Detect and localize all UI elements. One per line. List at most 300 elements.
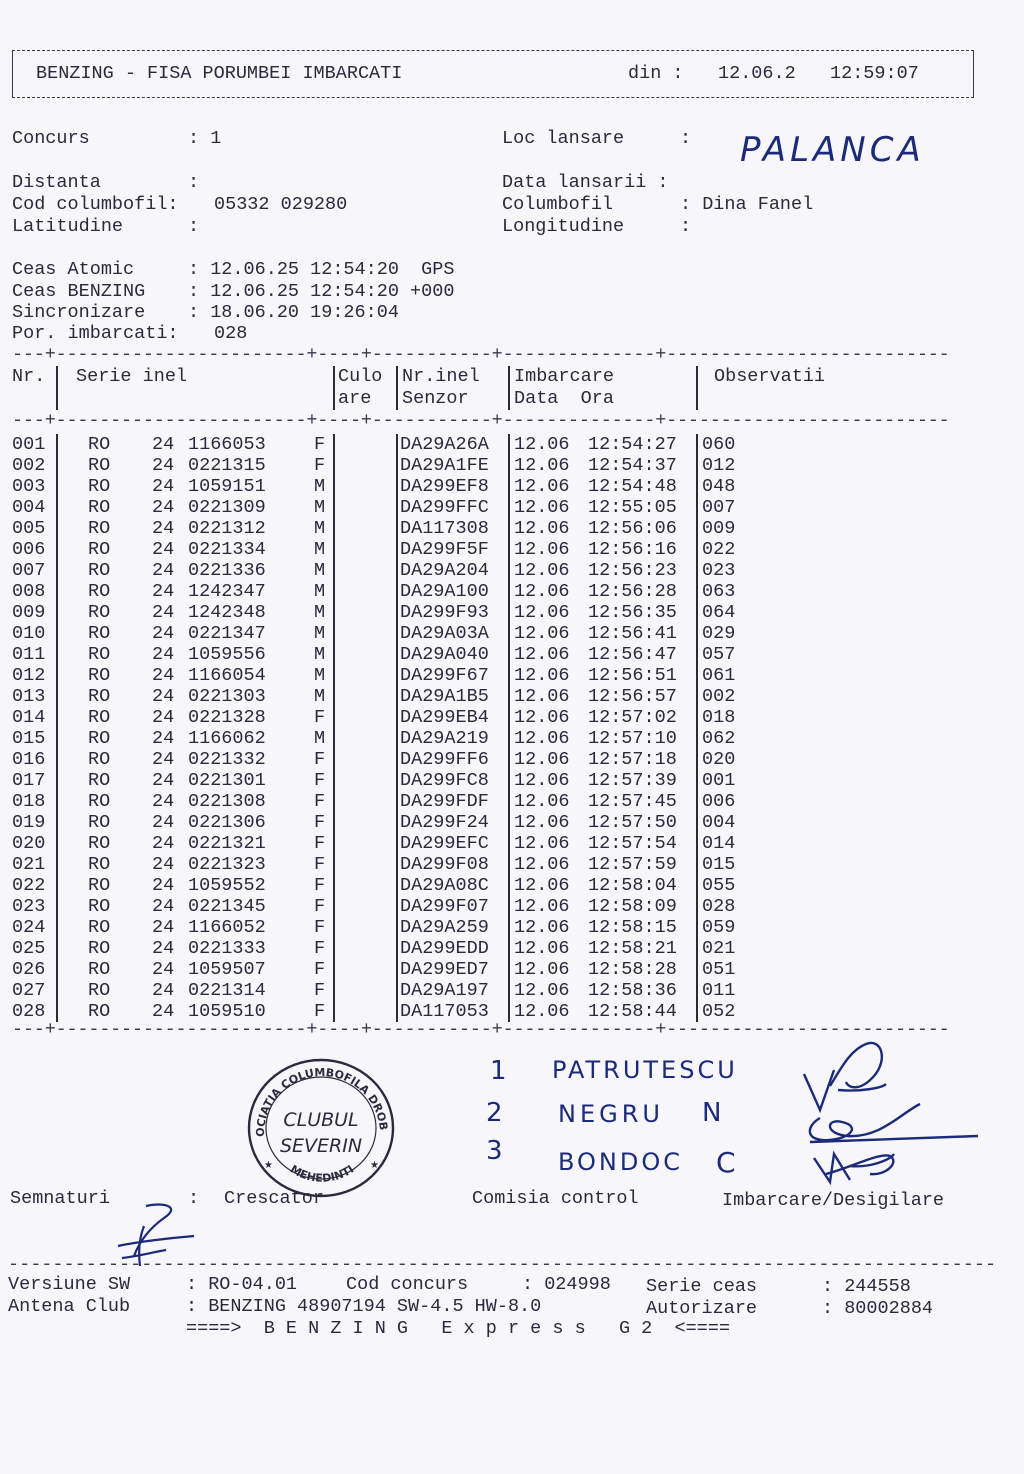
cell-senzor: DA117053 [400, 1001, 489, 1022]
cell-tara: RO [88, 728, 111, 749]
commission-signatures [790, 1030, 980, 1200]
cell-inel: 0221309 [188, 497, 266, 518]
col-header-observatii: Observatii [714, 366, 826, 387]
table-row [10, 434, 990, 455]
cod-columbofil-value: 05332 029280 [214, 194, 348, 215]
header-divider-1 [56, 366, 58, 410]
concurs-value: : 1 [188, 128, 222, 149]
table-row [10, 854, 990, 875]
table-row [10, 581, 990, 602]
cell-an: 24 [152, 833, 175, 854]
cell-nr: 019 [12, 812, 46, 833]
commission-number-2: 2 [486, 1098, 503, 1128]
latitudine-sep: : [188, 216, 200, 237]
semnaturi-label: Semnaturi [10, 1188, 110, 1209]
cell-inel: 1242347 [188, 581, 266, 602]
cell-senzor: DA29A1FE [400, 455, 489, 476]
cell-sex: M [314, 644, 326, 665]
cell-an: 24 [152, 980, 175, 1001]
cell-senzor: DA29A219 [400, 728, 489, 749]
column-divider-2 [333, 434, 335, 1022]
columbofil-label: Columbofil [502, 194, 614, 215]
header-bottom-rule [12, 97, 974, 98]
cell-sex: F [314, 938, 326, 959]
cell-sex: F [314, 791, 326, 812]
table-row [10, 686, 990, 707]
cell-inel: 1166062 [188, 728, 266, 749]
commission-number-1: 1 [490, 1056, 507, 1086]
col-header-culoare-1: Culo [338, 366, 383, 387]
table-row [10, 455, 990, 476]
header-divider-4 [508, 366, 510, 410]
cell-inel: 0221303 [188, 686, 266, 707]
longitudine-sep: : [680, 216, 692, 237]
cell-inel: 1242348 [188, 602, 266, 623]
cell-senzor: DA29A197 [400, 980, 489, 1001]
cell-tara: RO [88, 518, 111, 539]
data-lansarii-label: Data lansarii : [502, 172, 669, 193]
cell-nr: 020 [12, 833, 46, 854]
cell-inel: 0221328 [188, 707, 266, 728]
cell-nr: 006 [12, 539, 46, 560]
stamp-star-right: ★ [370, 1160, 379, 1171]
cell-sex: M [314, 581, 326, 602]
commission-initial-2: N [702, 1098, 722, 1128]
cell-data: 12.06 [514, 560, 570, 581]
table-row [10, 791, 990, 812]
cell-tara: RO [88, 959, 111, 980]
versiune-sw-label: Versiune SW [8, 1274, 131, 1295]
cell-an: 24 [152, 707, 175, 728]
header-right-edge [973, 50, 974, 98]
cell-an: 24 [152, 455, 175, 476]
cell-data: 12.06 [514, 770, 570, 791]
column-divider-3 [396, 434, 398, 1022]
cell-senzor: DA29A259 [400, 917, 489, 938]
stamp-bottom-text: MEHEDINTI [287, 1162, 357, 1185]
cell-tara: RO [88, 1001, 111, 1022]
cell-obs: 062 [702, 728, 736, 749]
cell-data: 12.06 [514, 1001, 570, 1022]
table-header-rule: ---+-----------------------+----+-----------+--------------+-------------------------- [12, 410, 950, 431]
cod-concurs-value: : 024998 [522, 1274, 611, 1295]
signature-2 [810, 1104, 978, 1142]
cell-an: 24 [152, 476, 175, 497]
cell-sex: F [314, 854, 326, 875]
cell-sex: M [314, 539, 326, 560]
cell-data: 12.06 [514, 707, 570, 728]
stamp-top-text: OCIATIA COLUMBOFILA DROB [253, 1065, 390, 1137]
cell-data: 12.06 [514, 581, 570, 602]
table-row [10, 476, 990, 497]
cell-ora: 12:57:39 [588, 770, 677, 791]
cod-concurs-label: Cod concurs [346, 1274, 469, 1295]
stamp-star-left: ★ [264, 1160, 273, 1171]
header-divider-3 [396, 366, 398, 410]
cell-senzor: DA299ED7 [400, 959, 489, 980]
cell-sex: F [314, 770, 326, 791]
cell-senzor: DA299EFC [400, 833, 489, 854]
cell-senzor: DA299F08 [400, 854, 489, 875]
cell-tara: RO [88, 770, 111, 791]
table-top-rule: ---+-----------------------+----+-----------+--------------+-------------------------- [12, 344, 950, 365]
cell-data: 12.06 [514, 938, 570, 959]
cell-an: 24 [152, 791, 175, 812]
cell-sex: M [314, 560, 326, 581]
cell-obs: 051 [702, 959, 736, 980]
table-row [10, 896, 990, 917]
cell-inel: 1059556 [188, 644, 266, 665]
cell-data: 12.06 [514, 875, 570, 896]
cell-tara: RO [88, 938, 111, 959]
cell-nr: 003 [12, 476, 46, 497]
commission-name-2: NEGRU [558, 1100, 664, 1128]
cell-ora: 12:58:04 [588, 875, 677, 896]
cell-nr: 009 [12, 602, 46, 623]
col-header-imbarcare-1: Imbarcare [514, 366, 614, 387]
cell-ora: 12:57:10 [588, 728, 677, 749]
col-header-nr: Nr. [12, 366, 46, 387]
cell-senzor: DA29A204 [400, 560, 489, 581]
cell-inel: 1166052 [188, 917, 266, 938]
cell-data: 12.06 [514, 833, 570, 854]
col-header-nr-inel-1: Nr.inel [402, 366, 480, 387]
cell-ora: 12:56:51 [588, 665, 677, 686]
table-row [10, 539, 990, 560]
header-divider-2 [333, 366, 335, 410]
cell-nr: 014 [12, 707, 46, 728]
cell-inel: 1059151 [188, 476, 266, 497]
cell-inel: 0221321 [188, 833, 266, 854]
table-row [10, 665, 990, 686]
longitudine-label: Longitudine [502, 216, 625, 237]
cell-an: 24 [152, 581, 175, 602]
sincronizare-label: Sincronizare [12, 302, 146, 323]
cell-obs: 018 [702, 707, 736, 728]
cell-tara: RO [88, 896, 111, 917]
cell-sex: M [314, 476, 326, 497]
header-box [12, 50, 974, 100]
cell-obs: 014 [702, 833, 736, 854]
cell-senzor: DA299F93 [400, 602, 489, 623]
cell-ora: 12:57:54 [588, 833, 677, 854]
cell-inel: 1059552 [188, 875, 266, 896]
commission-initial-3: C [716, 1146, 736, 1179]
cell-sex: M [314, 728, 326, 749]
cell-tara: RO [88, 812, 111, 833]
cell-data: 12.06 [514, 455, 570, 476]
cell-data: 12.06 [514, 980, 570, 1001]
cell-obs: 002 [702, 686, 736, 707]
cell-tara: RO [88, 476, 111, 497]
ceas-atomic-label: Ceas Atomic [12, 259, 135, 280]
table-row [10, 980, 990, 1001]
autorizare-label: Autorizare [646, 1298, 758, 1319]
cell-obs: 009 [702, 518, 736, 539]
cell-obs: 048 [702, 476, 736, 497]
cell-senzor: DA29A100 [400, 581, 489, 602]
cell-sex: F [314, 959, 326, 980]
header-divider-5 [696, 366, 698, 410]
cell-senzor: DA117308 [400, 518, 489, 539]
cell-nr: 007 [12, 560, 46, 581]
cell-tara: RO [88, 434, 111, 455]
cell-tara: RO [88, 539, 111, 560]
cell-senzor: DA299EDD [400, 938, 489, 959]
cell-ora: 12:55:05 [588, 497, 677, 518]
cell-tara: RO [88, 749, 111, 770]
cell-obs: 064 [702, 602, 736, 623]
cell-sex: F [314, 896, 326, 917]
cell-tara: RO [88, 623, 111, 644]
table-row [10, 602, 990, 623]
cell-senzor: DA299F67 [400, 665, 489, 686]
antena-club-value: : BENZING 48907194 SW-4.5 HW-8.0 [186, 1296, 542, 1317]
cell-senzor: DA299F5F [400, 539, 489, 560]
cell-obs: 059 [702, 917, 736, 938]
table-row [10, 707, 990, 728]
cell-data: 12.06 [514, 686, 570, 707]
cell-an: 24 [152, 959, 175, 980]
cell-tara: RO [88, 980, 111, 1001]
cell-obs: 006 [702, 791, 736, 812]
cell-obs: 001 [702, 770, 736, 791]
semnaturi-sep: : [188, 1188, 200, 1209]
din-label: din : [628, 63, 684, 84]
table-row [10, 728, 990, 749]
cell-sex: M [314, 686, 326, 707]
header-time: 12:59:07 [830, 63, 919, 84]
cell-ora: 12:57:18 [588, 749, 677, 770]
cell-an: 24 [152, 665, 175, 686]
cell-nr: 021 [12, 854, 46, 875]
table-row [10, 938, 990, 959]
cell-ora: 12:58:28 [588, 959, 677, 980]
cell-data: 12.06 [514, 665, 570, 686]
cell-sex: F [314, 1001, 326, 1022]
cell-ora: 12:56:06 [588, 518, 677, 539]
cell-inel: 1059507 [188, 959, 266, 980]
cell-senzor: DA29A03A [400, 623, 489, 644]
stamp-graphic [246, 1056, 396, 1198]
cell-senzor: DA299F24 [400, 812, 489, 833]
distanta-label: Distanta [12, 172, 101, 193]
cell-nr: 012 [12, 665, 46, 686]
cell-nr: 008 [12, 581, 46, 602]
cell-obs: 023 [702, 560, 736, 581]
cell-sex: F [314, 917, 326, 938]
cell-ora: 12:56:57 [588, 686, 677, 707]
cell-sex: M [314, 497, 326, 518]
cell-obs: 055 [702, 875, 736, 896]
cell-tara: RO [88, 854, 111, 875]
cell-an: 24 [152, 728, 175, 749]
cell-obs: 020 [702, 749, 736, 770]
table-row [10, 644, 990, 665]
cell-ora: 12:57:50 [588, 812, 677, 833]
cell-inel: 0221314 [188, 980, 266, 1001]
cell-data: 12.06 [514, 854, 570, 875]
column-divider-1 [56, 434, 58, 1022]
col-header-nr-inel-2: Senzor [402, 388, 469, 409]
cell-inel: 0221312 [188, 518, 266, 539]
cell-senzor: DA299FC8 [400, 770, 489, 791]
commission-name-1: PATRUTESCU [552, 1056, 738, 1084]
cell-tara: RO [88, 833, 111, 854]
cell-nr: 016 [12, 749, 46, 770]
cell-ora: 12:58:21 [588, 938, 677, 959]
distanta-sep: : [188, 172, 200, 193]
signature-3 [814, 1154, 894, 1182]
cell-data: 12.06 [514, 791, 570, 812]
antena-club-label: Antena Club [8, 1296, 131, 1317]
cell-senzor: DA299F07 [400, 896, 489, 917]
header-top-rule [12, 50, 974, 51]
cell-sex: F [314, 833, 326, 854]
cell-ora: 12:58:09 [588, 896, 677, 917]
loc-lansare-sep: : [680, 128, 692, 149]
cell-obs: 011 [702, 980, 736, 1001]
ceas-benzing-value: : 12.06.25 12:54:20 +000 [188, 281, 455, 302]
table-row [10, 518, 990, 539]
serie-ceas-label: Serie ceas [646, 1276, 758, 1297]
cell-ora: 12:58:44 [588, 1001, 677, 1022]
cell-inel: 1059510 [188, 1001, 266, 1022]
cell-nr: 022 [12, 875, 46, 896]
cell-sex: M [314, 518, 326, 539]
cell-an: 24 [152, 812, 175, 833]
table-row [10, 959, 990, 980]
cell-ora: 12:54:27 [588, 434, 677, 455]
cell-data: 12.06 [514, 623, 570, 644]
cell-senzor: DA29A26A [400, 434, 489, 455]
cell-obs: 061 [702, 665, 736, 686]
table-row [10, 812, 990, 833]
cell-inel: 0221315 [188, 455, 266, 476]
cell-inel: 0221301 [188, 770, 266, 791]
cell-nr: 024 [12, 917, 46, 938]
cell-an: 24 [152, 896, 175, 917]
ceas-atomic-value: : 12.06.25 12:54:20 GPS [188, 259, 455, 280]
signature-1 [804, 1043, 886, 1110]
cell-tara: RO [88, 644, 111, 665]
cell-nr: 011 [12, 644, 46, 665]
cell-an: 24 [152, 770, 175, 791]
commission-number-3: 3 [486, 1136, 503, 1166]
cell-data: 12.06 [514, 812, 570, 833]
cell-sex: F [314, 875, 326, 896]
latitudine-label: Latitudine [12, 216, 124, 237]
serie-ceas-value: : 244558 [822, 1276, 911, 1297]
cell-nr: 004 [12, 497, 46, 518]
cell-obs: 057 [702, 644, 736, 665]
cell-nr: 027 [12, 980, 46, 1001]
cell-ora: 12:54:37 [588, 455, 677, 476]
cell-obs: 012 [702, 455, 736, 476]
stamp-line-1: CLUBUL [283, 1109, 359, 1131]
autorizare-value: : 80002884 [822, 1298, 934, 1319]
cell-tara: RO [88, 917, 111, 938]
club-stamp [246, 1056, 396, 1198]
cell-ora: 12:56:16 [588, 539, 677, 560]
cell-nr: 018 [12, 791, 46, 812]
table-row [10, 749, 990, 770]
cell-data: 12.06 [514, 959, 570, 980]
table-bottom-rule: ---+-----------------------+----+-----------+--------------+-------------------------- [12, 1019, 950, 1040]
cod-columbofil-label: Cod columbofil: [12, 194, 179, 215]
cell-inel: 0221308 [188, 791, 266, 812]
cell-data: 12.06 [514, 602, 570, 623]
table-row [10, 770, 990, 791]
cell-an: 24 [152, 749, 175, 770]
cell-data: 12.06 [514, 644, 570, 665]
crescator-label: Crescator [224, 1188, 324, 1209]
cell-tara: RO [88, 686, 111, 707]
header-left-edge [12, 50, 13, 98]
cell-an: 24 [152, 854, 175, 875]
cell-ora: 12:58:36 [588, 980, 677, 1001]
header-date: 12.06.2 [718, 63, 796, 84]
cell-data: 12.06 [514, 539, 570, 560]
cell-ora: 12:57:02 [588, 707, 677, 728]
cell-nr: 015 [12, 728, 46, 749]
imbarcare-desigilare-label: Imbarcare/Desigilare [722, 1190, 945, 1211]
cell-an: 24 [152, 434, 175, 455]
versiune-sw-value: : RO-04.01 [186, 1274, 298, 1295]
cell-nr: 023 [12, 896, 46, 917]
cell-ora: 12:56:35 [588, 602, 677, 623]
cell-sex: M [314, 623, 326, 644]
cell-obs: 028 [702, 896, 736, 917]
cell-data: 12.06 [514, 434, 570, 455]
cell-obs: 004 [702, 812, 736, 833]
cell-tara: RO [88, 455, 111, 476]
cell-an: 24 [152, 644, 175, 665]
cell-inel: 0221323 [188, 854, 266, 875]
columbofil-value: : Dina Fanel [680, 194, 814, 215]
cell-ora: 12:56:41 [588, 623, 677, 644]
cell-an: 24 [152, 623, 175, 644]
ceas-benzing-label: Ceas BENZING [12, 281, 146, 302]
cell-senzor: DA299FFC [400, 497, 489, 518]
cell-tara: RO [88, 875, 111, 896]
table-row [10, 497, 990, 518]
cell-an: 24 [152, 875, 175, 896]
cell-tara: RO [88, 581, 111, 602]
cell-an: 24 [152, 539, 175, 560]
cell-senzor: DA299FDF [400, 791, 489, 812]
table-row [10, 833, 990, 854]
cell-nr: 017 [12, 770, 46, 791]
cell-data: 12.06 [514, 728, 570, 749]
cell-sex: F [314, 812, 326, 833]
column-divider-5 [696, 434, 698, 1022]
cell-an: 24 [152, 1001, 175, 1022]
cell-inel: 0221347 [188, 623, 266, 644]
cell-ora: 12:56:23 [588, 560, 677, 581]
stamp-line-2: SEVERIN [279, 1135, 363, 1157]
col-header-serie-inel: Serie inel [76, 366, 188, 387]
cell-tara: RO [88, 497, 111, 518]
cell-sex: F [314, 434, 326, 455]
cell-senzor: DA299EF8 [400, 476, 489, 497]
cell-inel: 0221306 [188, 812, 266, 833]
cell-an: 24 [152, 518, 175, 539]
cell-data: 12.06 [514, 896, 570, 917]
loc-lansare-handwritten: PALANCA [740, 130, 925, 170]
cell-ora: 12:56:47 [588, 644, 677, 665]
cell-sex: F [314, 749, 326, 770]
